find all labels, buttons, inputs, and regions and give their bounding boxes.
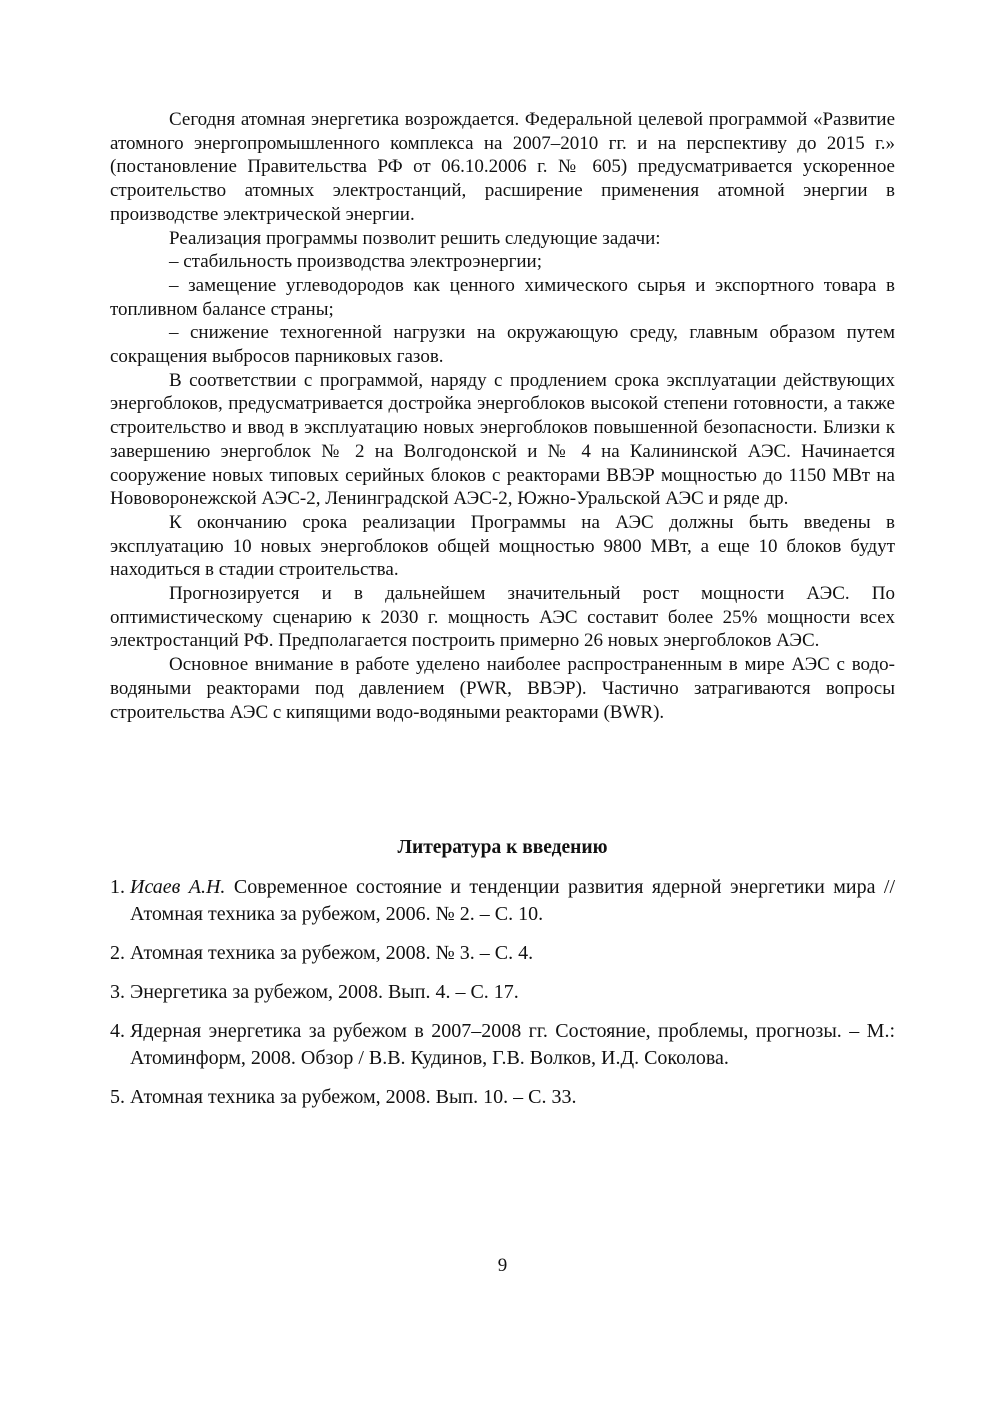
references-heading: Литература к введению	[397, 837, 608, 858]
reference-item	[110, 874, 895, 928]
paragraph: Основное внимание в работе уделено наиболее распространенным в мире АЭС с водо-водяными реакторами под давлением (PWR, ВВЭР). Частично затрагиваются вопросы строительства АЭС с кипящими водо-водяными реакторами (BWR).	[110, 654, 895, 723]
reference-number: 4.	[110, 1020, 125, 1042]
reference-number: 1.	[110, 876, 125, 898]
reference-text: Атомная техника за рубежом, 2008. № 3. – С. 4.	[130, 942, 534, 964]
reference-number: 5.	[110, 1086, 125, 1108]
reference-item	[110, 979, 895, 1006]
paragraph: Реализация программы позволит решить следующие задачи:	[169, 227, 661, 249]
reference-item	[110, 1084, 895, 1111]
reference-text: Атомная техника за рубежом, 2008. Вып. 10. – С. 33.	[130, 1086, 577, 1108]
reference-item	[110, 940, 895, 967]
reference-text: Современное состояние и тенденции развития ядерной энергетики мира // Атомная техника за рубежом, 2006. № 2. – С. 10.	[130, 876, 896, 925]
reference-text: Энергетика за рубежом, 2008. Вып. 4. – С. 17.	[130, 981, 519, 1003]
paragraph: – стабильность производства электроэнергии;	[169, 251, 543, 273]
reference-item	[110, 1018, 895, 1072]
paragraph: К окончанию срока реализации Программы на АЭС должны быть введены в эксплуатацию 10 новых энергоблоков общей мощностью 9800 МВт, а еще 10 блоков будут находиться в стадии строительства.	[110, 511, 895, 581]
page-number: 9	[497, 1255, 508, 1276]
paragraph: В соответствии с программой, наряду с продлением срока эксплуатации действующих энергоблоков, предусматривается достройка энергоблоков высокой степени готовности, а также строительство и ввод в эксплуатацию новых энергоблоков повышенной безопасности. Близки к завершению энергоблок № 2 на Волгодонской и № 4 на Калининской АЭС. Начинается сооружение новых типовых серийных блоков с реакторами ВВЭР мощностью до 1150 МВт на Нововоронежской АЭС-2, Ленинградской АЭС-2, Южно-Уральской АЭС и ряде др.	[110, 369, 895, 510]
reference-number: 2.	[110, 942, 125, 964]
reference-text: Ядерная энергетика за рубежом в 2007–2008 гг. Состояние, проблемы, прогнозы. – М.: Атоминформ, 2008. Обзор / В.В. Кудинов, Г.В. Волков, И.Д. Соколова.	[130, 1020, 895, 1069]
reference-author: Исаев А.Н.	[130, 876, 226, 898]
paragraph: – замещение углеводородов как ценного химического сырья и экспортного товара в топливном балансе страны;	[110, 274, 895, 320]
introduction-text	[110, 108, 895, 724]
paragraph: Сегодня атомная энергетика возрождается. Федеральной целевой программой «Развитие атомного энергопромышленного комплекса на 2007–2010 гг. и на перспективу до 2015 г.» (постановление Правительства РФ от 06.10.2006 г. № 605) предусматривается ускоренное строительство атомных электростанций, расширение применения атомной энергии в производстве электрической энергии.	[110, 109, 895, 225]
paragraph: Прогнозируется и в дальнейшем значительный рост мощности АЭС. По оптимистическому сценарию к 2030 г. мощность АЭС составит более 25% мощности всех электростанций РФ. Предполагается построить примерно 26 новых энергоблоков АЭС.	[110, 583, 895, 652]
references-list	[110, 874, 895, 1123]
paragraph: – снижение техногенной нагрузки на окружающую среду, главным образом путем сокращения выбросов парниковых газов.	[110, 322, 895, 368]
reference-number: 3.	[110, 981, 125, 1003]
